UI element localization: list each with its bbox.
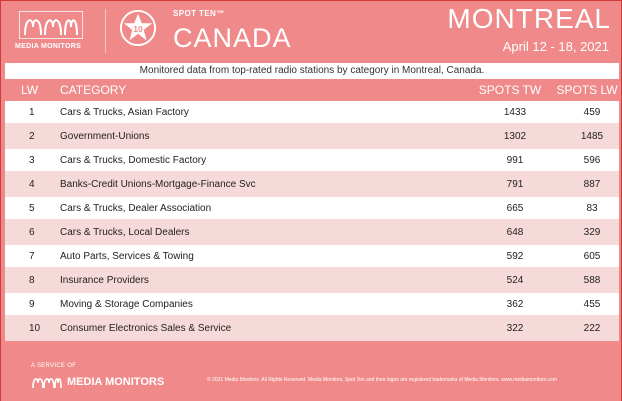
star-badge-icon	[119, 9, 157, 47]
row-spots-lw: 459	[583, 107, 601, 118]
row-spots-lw: 83	[586, 203, 598, 214]
city-title: MONTREAL	[447, 3, 611, 34]
header-spots-lw: SPOTS LW	[556, 83, 618, 97]
row-category: Auto Parts, Services & Towing	[60, 251, 194, 262]
row-spots-tw: 991	[506, 155, 524, 166]
row-spots-lw: 887	[583, 179, 601, 190]
table-row	[5, 173, 619, 195]
row-category: Government-Unions	[60, 131, 150, 142]
table-row	[5, 125, 619, 147]
footer-logo	[31, 373, 164, 391]
row-lw: 9	[29, 299, 35, 310]
report-footer	[1, 353, 621, 401]
row-spots-lw: 329	[583, 227, 601, 238]
media-monitors-logo	[15, 11, 95, 53]
header-divider	[105, 9, 106, 53]
table-row	[5, 245, 619, 267]
copyright-text: © 2021 Media Monitors. All Rights Reserved. Media Monitors, Spot Ten and their logos are registered trademarks of Media Monitors. www.mediamonitors.com	[207, 377, 557, 383]
table-row	[5, 221, 619, 243]
row-lw: 3	[29, 155, 35, 166]
row-category: Moving & Storage Companies	[60, 299, 193, 310]
row-spots-lw: 588	[583, 275, 601, 286]
category-table	[5, 79, 619, 341]
badge-number: 10	[133, 23, 143, 34]
table-row	[5, 101, 619, 123]
row-spots-lw: 455	[583, 299, 601, 310]
table-row	[5, 293, 619, 315]
logo-name: MEDIA MONITORS	[15, 43, 82, 50]
table-row	[5, 269, 619, 291]
table-header	[5, 79, 619, 101]
row-category: Cars & Trucks, Local Dealers	[60, 227, 190, 238]
media-monitors-logo-icon	[19, 11, 83, 39]
report-header	[1, 1, 621, 63]
row-category: Consumer Electronics Sales & Service	[60, 323, 232, 334]
service-label: A SERVICE OF	[31, 363, 77, 369]
row-lw: 10	[29, 323, 41, 334]
row-spots-lw: 605	[583, 251, 601, 262]
header-lw: LW	[21, 83, 39, 97]
date-range: April 12 - 18, 2021	[502, 39, 609, 54]
row-spots-tw: 362	[506, 299, 524, 310]
row-lw: 8	[29, 275, 35, 286]
table-row	[5, 197, 619, 219]
row-spots-tw: 1302	[503, 131, 527, 142]
media-monitors-logo-icon	[31, 374, 63, 390]
header-category: CATEGORY	[60, 83, 127, 97]
spot-ten-label: SPOT TEN™	[173, 9, 225, 18]
row-lw: 6	[29, 227, 35, 238]
row-lw: 5	[29, 203, 35, 214]
row-spots-lw: 222	[583, 323, 601, 334]
report-subtitle: Monitored data from top-rated radio stations by category in Montreal, Canada.	[5, 63, 619, 79]
row-category: Cars & Trucks, Domestic Factory	[60, 155, 207, 166]
row-category: Banks-Credit Unions-Mortgage-Finance Svc	[60, 179, 256, 190]
row-category: Cars & Trucks, Asian Factory	[60, 107, 189, 118]
table-row	[5, 317, 619, 339]
row-spots-tw: 648	[506, 227, 524, 238]
row-spots-tw: 791	[506, 179, 524, 190]
row-category: Cars & Trucks, Dealer Association	[60, 203, 212, 214]
row-lw: 1	[29, 107, 35, 118]
footer-logo-name: MEDIA MONITORS	[67, 376, 165, 388]
row-spots-lw: 1485	[580, 131, 604, 142]
row-spots-tw: 1433	[503, 107, 527, 118]
row-spots-tw: 322	[506, 323, 524, 334]
row-spots-tw: 665	[506, 203, 524, 214]
row-spots-tw: 592	[506, 251, 524, 262]
row-spots-tw: 524	[506, 275, 524, 286]
table-row	[5, 149, 619, 171]
row-lw: 2	[29, 131, 35, 142]
country-title: CANADA	[173, 23, 292, 53]
row-lw: 4	[29, 179, 35, 190]
row-spots-lw: 596	[583, 155, 601, 166]
row-lw: 7	[29, 251, 35, 262]
header-spots-tw: SPOTS TW	[478, 83, 542, 97]
row-category: Insurance Providers	[60, 275, 149, 286]
